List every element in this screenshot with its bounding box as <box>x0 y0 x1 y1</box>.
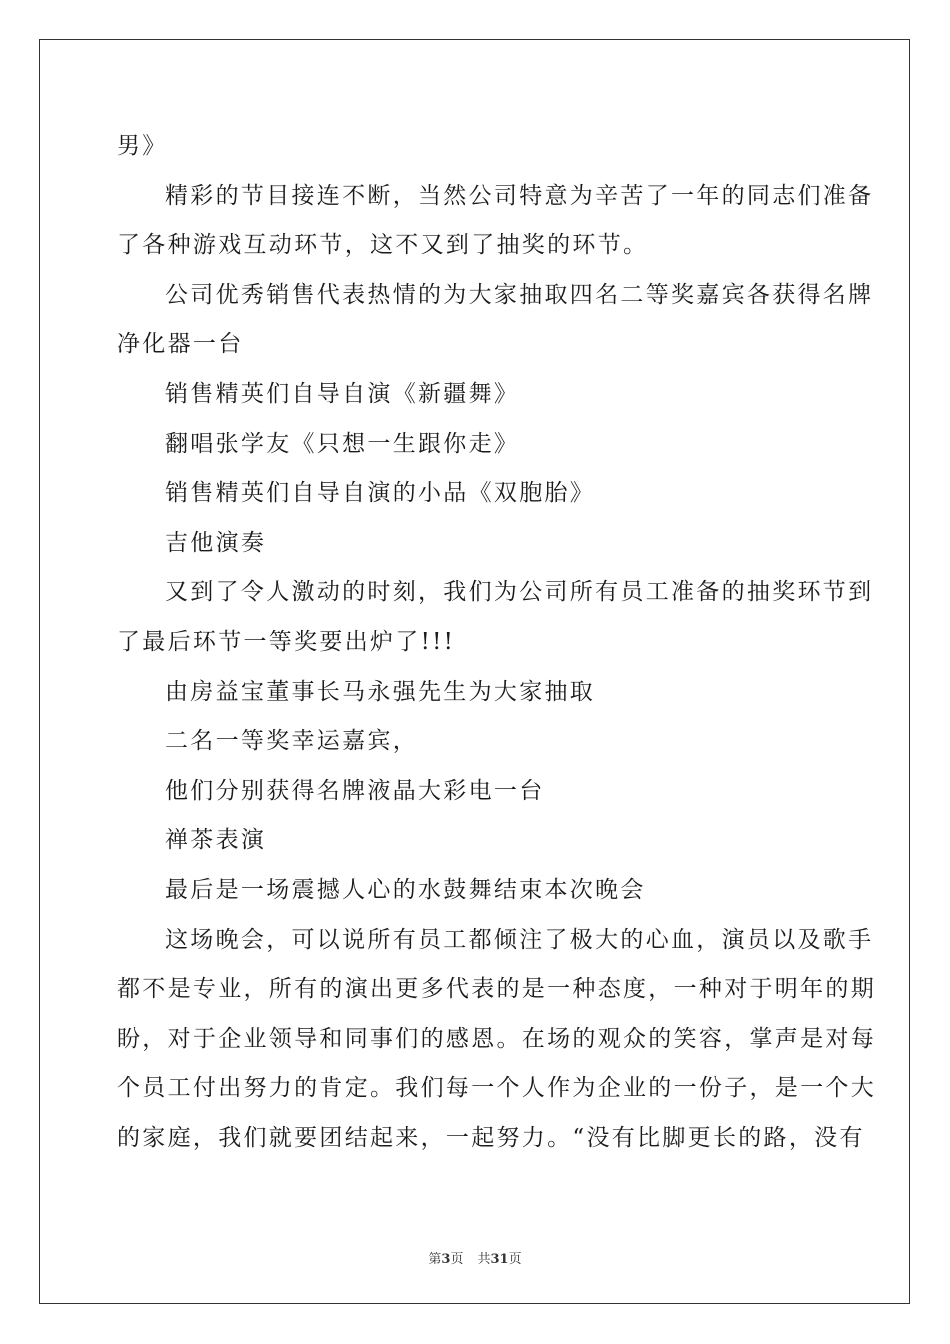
paragraph-line: 销售精英们自导自演的小品《双胞胎》 <box>165 480 596 507</box>
paragraph-line: 男》 <box>117 133 168 159</box>
paragraph-line: 又到了令人激动的时刻，我们为公司所有员工准备的抽奖环节到 <box>165 579 874 606</box>
paragraph-line: 精彩的节目接连不断，当然公司特意为辛苦了一年的同志们准备 <box>165 182 874 209</box>
paragraph-line: 净化器一台 <box>117 331 244 358</box>
total-page-count: 31 <box>490 1252 509 1267</box>
total-label-suffix: 页 <box>508 1252 522 1267</box>
paragraph-line: 公司优秀销售代表热情的为大家抽取四名二等奖嘉宾各获得名牌 <box>165 281 874 308</box>
paragraph-line: 的家庭，我们就要团结起来，一起努力。“没有比脚更长的路，没有 <box>117 1124 865 1151</box>
paragraph-line: 二名一等奖幸运嘉宾， <box>165 728 418 755</box>
paragraph-line: 这场晚会，可以说所有员工都倾注了极大的心血，演员以及歌手 <box>165 926 874 953</box>
paragraph-line: 个员工付出努力的肯定。我们每一个人作为企业的一份子，是一个大 <box>117 1075 876 1102</box>
paragraph-line: 盼，对于企业领导和同事们的感恩。在场的观众的笑容，掌声是对每 <box>117 1025 876 1052</box>
paragraph-line: 吉他演奏 <box>165 529 267 556</box>
paragraph-line: 销售精英们自导自演《新疆舞》 <box>165 380 520 407</box>
paragraph-line: 禅茶表演 <box>165 827 267 854</box>
paragraph-line: 翻唱张学友《只想一生跟你走》 <box>165 430 520 457</box>
document-body <box>117 122 876 1163</box>
page-label-suffix: 页 <box>450 1252 464 1267</box>
page-label-prefix: 第 <box>428 1252 442 1267</box>
paragraph-line: 都不是专业，所有的演出更多代表的是一种态度，一种对于明年的期 <box>117 976 876 1003</box>
paragraph-line: 他们分别获得名牌液晶大彩电一台 <box>165 777 545 804</box>
paragraph-line: 了最后环节一等奖要出炉了!!! <box>117 628 456 655</box>
total-label-prefix: 共 <box>477 1252 491 1267</box>
paragraph-line: 由房益宝董事长马永强先生为大家抽取 <box>165 678 596 705</box>
paragraph-line: 了各种游戏互动环节，这不又到了抽奖的环节。 <box>117 232 649 259</box>
page-footer <box>0 1248 950 1267</box>
paragraph-line: 最后是一场震撼人心的水鼓舞结束本次晚会 <box>165 876 646 903</box>
current-page-number: 3 <box>441 1252 451 1267</box>
